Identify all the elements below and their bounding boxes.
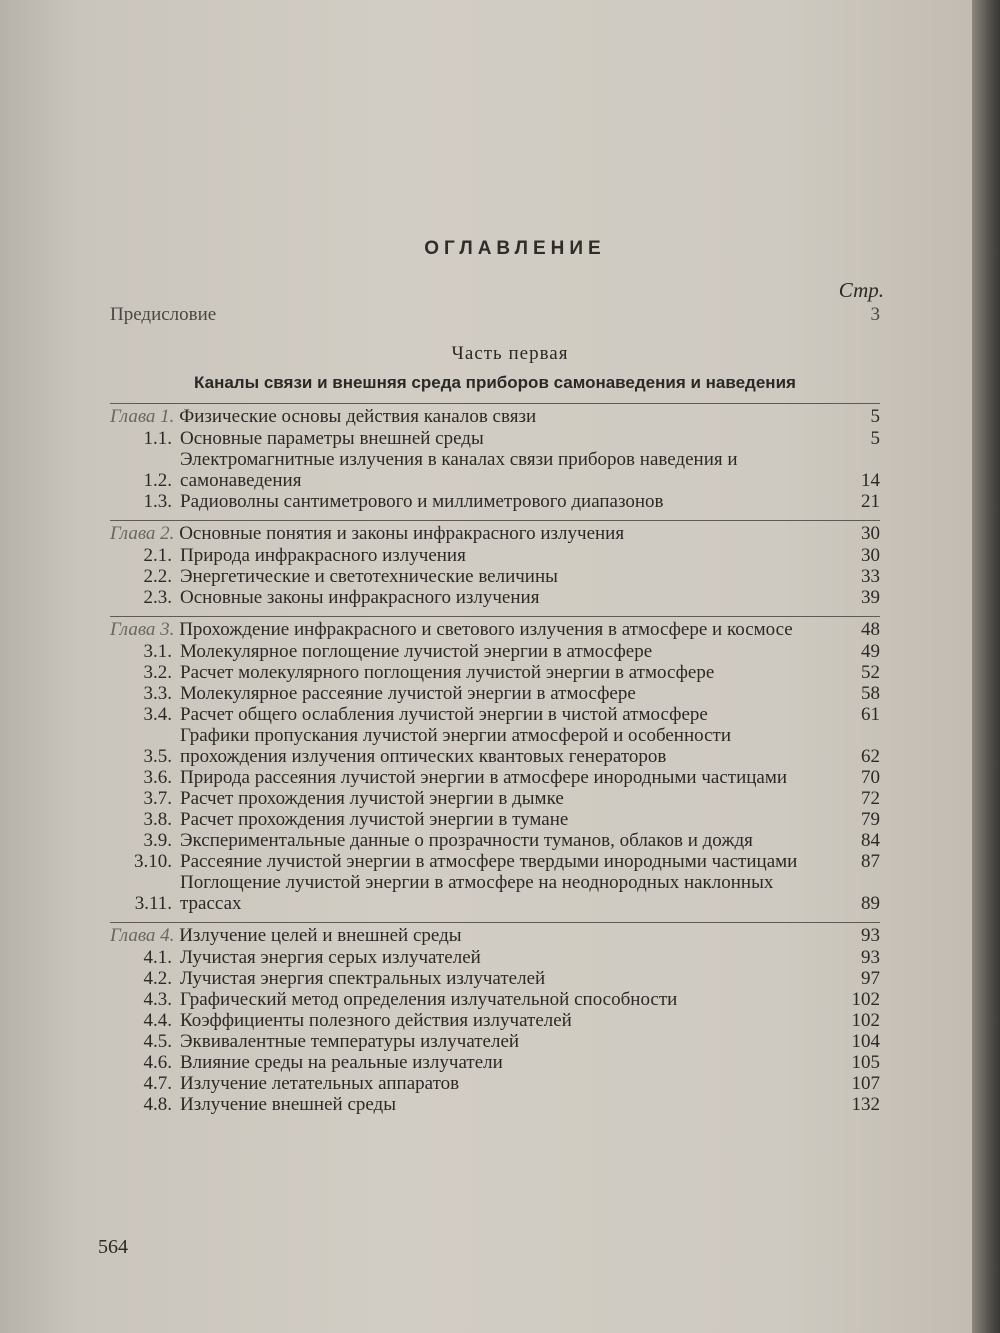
chapter-heading [110,616,880,641]
section-page: 62 [861,746,880,767]
section-number: 3.4. [143,704,172,725]
section-entry [110,449,880,491]
section-number: 3.6. [143,767,172,788]
chapter-title-text: Прохождение инфракрасного и светового излучения в атмосфере и космосе [179,619,793,640]
section-title: Лучистая энергия серых излучателей [180,947,481,968]
section-entry [110,1073,880,1094]
section-page: 132 [851,1094,880,1115]
section-title: Молекулярное поглощение лучистой энергии в атмосфере [180,641,653,662]
section-entry [110,725,880,767]
section-title: Природа рассеяния лучистой энергии в атмосфере инородными частицами [180,767,788,788]
section-title: Электромагнитные излучения в каналах связи приборов наведения и самонаведения [180,449,738,491]
chapter-block [110,616,880,914]
section-entry [110,662,880,683]
chapter-title [110,406,828,428]
section-title: Молекулярное рассеяние лучистой энергии в атмосфере [180,683,636,704]
chapter-heading [110,520,880,545]
section-title: Энергетические и светотехнические величины [180,566,558,587]
section-title: Поглощение лучистой энергии в атмосфере на неоднородных наклонных трассах [180,872,774,914]
chapter-page: 93 [861,925,880,946]
section-entry [110,1031,880,1052]
section-entry [110,872,880,914]
section-title: Излучение внешней среды [180,1094,396,1115]
section-entry [110,788,880,809]
page-number: 564 [98,1236,128,1258]
section-number: 4.1. [143,947,172,968]
chapter-page: 30 [861,523,880,544]
section-number: 4.3. [143,989,172,1010]
section-number: 2.3. [143,587,172,608]
chapter-title-text: Основные понятия и законы инфракрасного излучения [179,523,625,544]
chapter-block [110,403,880,512]
chapter-title [110,925,828,947]
section-number: 3.9. [143,830,172,851]
section-title: Основные параметры внешней среды [180,428,484,449]
section-entry [110,704,880,725]
section-title: Коэффициенты полезного действия излучателей [180,1010,572,1031]
section-number: 2.2. [143,566,172,587]
section-entry [110,491,880,512]
page-column-label: Стр. [838,278,884,302]
section-number: 4.8. [143,1094,172,1115]
section-page: 89 [861,893,880,914]
section-title: Природа инфракрасного излучения [180,545,466,566]
section-entry [110,1052,880,1073]
section-entry [110,587,880,608]
chapter-heading [110,922,880,947]
section-entry [110,989,880,1010]
section-number: 1.1. [143,428,172,449]
section-title: Графический метод определения излучательной способности [180,989,678,1010]
section-page: 14 [861,470,880,491]
section-page: 97 [861,968,880,989]
section-page: 84 [861,830,880,851]
chapter-title [110,619,828,641]
preface-entry [110,304,880,325]
section-page: 93 [861,947,880,968]
section-entry [110,809,880,830]
section-page: 105 [851,1052,880,1073]
section-entry [110,767,880,788]
chapter-page: 5 [870,406,880,427]
section-page: 33 [861,566,880,587]
chapter-prefix: Глава 1. [110,406,175,427]
section-number: 4.6. [143,1052,172,1073]
section-page: 102 [851,1010,880,1031]
section-entry [110,566,880,587]
section-page: 52 [861,662,880,683]
section-number: 3.2. [143,662,172,683]
section-page: 58 [861,683,880,704]
preface-title: Предисловие [110,304,217,325]
chapter-heading [110,403,880,428]
chapter-block [110,922,880,1115]
page-edge-shadow [972,0,1000,1333]
section-page: 30 [861,545,880,566]
section-entry [110,947,880,968]
part-label: Часть первая [451,343,569,364]
section-number: 4.4. [143,1010,172,1031]
chapter-block [110,520,880,608]
section-entry [110,545,880,566]
section-entry [110,851,880,872]
section-entry [110,830,880,851]
section-number: 1.3. [143,491,172,512]
section-page: 102 [851,989,880,1010]
section-title: Рассеяние лучистой энергии в атмосфере твердыми инородными частицами [180,851,798,872]
section-page: 72 [861,788,880,809]
section-title: Графики пропускания лучистой энергии атмосферой и особенности прохождения излучения оптических квантовых генераторов [180,725,732,767]
section-title: Влияние среды на реальные излучатели [180,1052,503,1073]
preface-page: 3 [870,304,880,325]
section-title: Основные законы инфракрасного излучения [180,587,540,608]
section-title: Экспериментальные данные о прозрачности туманов, облаков и дождя [180,830,753,851]
section-number: 3.7. [143,788,172,809]
section-title: Расчет прохождения лучистой энергии в тумане [180,809,569,830]
section-number: 3.1. [143,641,172,662]
chapter-prefix: Глава 2. [110,523,175,544]
section-title: Расчет молекулярного поглощения лучистой энергии в атмосфере [180,662,715,683]
chapter-title-text: Физические основы действия каналов связи [179,406,537,427]
chapter-prefix: Глава 4. [110,925,175,946]
chapter-prefix: Глава 3. [110,619,175,640]
section-number: 4.7. [143,1073,172,1094]
section-title: Излучение летательных аппаратов [180,1073,460,1094]
section-entry [110,968,880,989]
section-page: 21 [861,491,880,512]
section-title: Радиоволны сантиметрового и миллиметрового диапазонов [180,491,664,512]
section-title: Расчет прохождения лучистой энергии в дымке [180,788,564,809]
section-page: 104 [851,1031,880,1052]
section-page: 70 [861,767,880,788]
section-number: 2.1. [143,545,172,566]
chapter-list [110,403,880,1115]
section-page: 39 [861,587,880,608]
section-title: Лучистая энергия спектральных излучателей [180,968,546,989]
section-number: 3.10. [134,851,172,872]
table-of-contents [110,238,884,1123]
section-entry [110,683,880,704]
section-entry [110,1010,880,1031]
section-number: 3.3. [143,683,172,704]
section-entry [110,428,880,449]
section-title: Расчет общего ослабления лучистой энергии в чистой атмосфере [180,704,708,725]
section-page: 107 [851,1073,880,1094]
section-page: 79 [861,809,880,830]
chapter-title-text: Излучение целей и внешней среды [179,925,462,946]
section-page: 49 [861,641,880,662]
section-number: 4.5. [143,1031,172,1052]
chapter-page: 48 [861,619,880,640]
page-title: ОГЛАВЛЕНИЕ [424,238,606,259]
section-page: 61 [861,704,880,725]
section-title: Эквивалентные температуры излучателей [180,1031,520,1052]
section-number: 3.11. [134,893,172,914]
section-page: 5 [870,428,880,449]
section-number: 4.2. [143,968,172,989]
section-number: 3.8. [143,809,172,830]
section-page: 87 [861,851,880,872]
chapter-title [110,523,828,545]
part-title: Каналы связи и внешняя среда приборов самонаведения и наведения [194,373,796,392]
section-entry [110,1094,880,1115]
section-number: 3.5. [143,746,172,767]
section-entry [110,641,880,662]
section-number: 1.2. [143,470,172,491]
